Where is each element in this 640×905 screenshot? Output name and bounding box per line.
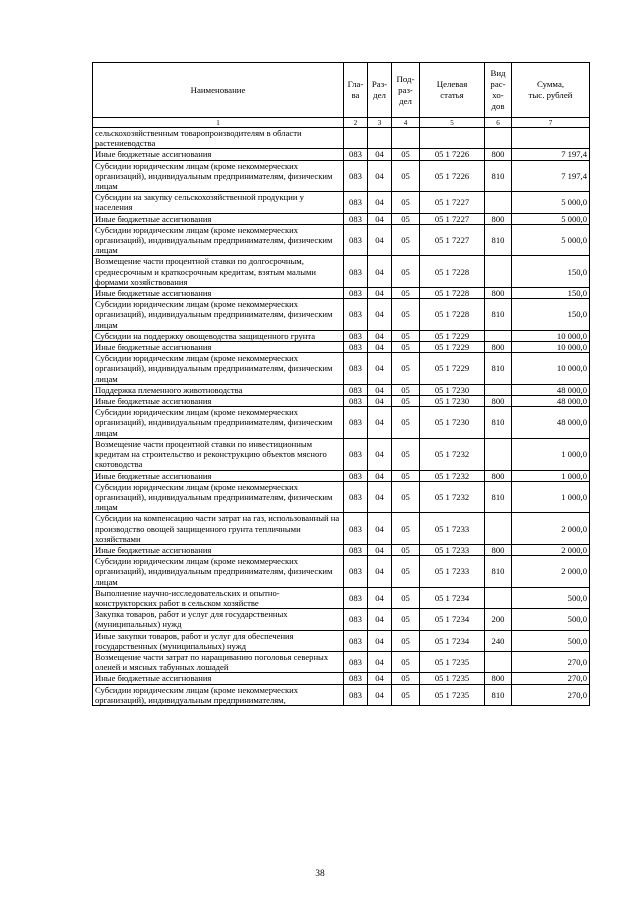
table-row <box>93 556 590 588</box>
row-glava: 083 <box>344 481 368 513</box>
row-podrazdel: 05 <box>392 513 420 545</box>
row-razdel: 04 <box>368 438 392 470</box>
row-podrazdel: 05 <box>392 160 420 192</box>
row-glava <box>344 128 368 149</box>
row-razdel: 04 <box>368 481 392 513</box>
row-target-article: 05 1 7235 <box>420 651 485 672</box>
row-glava: 083 <box>344 149 368 160</box>
row-sum: 150,0 <box>512 288 590 299</box>
row-sum: 5 000,0 <box>512 192 590 213</box>
row-expense-type <box>485 513 512 545</box>
row-name: Субсидии на компенсацию части затрат на газ, использованный на производство овощей защищенного грунта тепличными хозяйствами <box>93 513 344 545</box>
row-name: Субсидии на поддержку овощеводства защищенного грунта <box>93 330 344 341</box>
page-number: 38 <box>315 869 325 879</box>
row-razdel: 04 <box>368 609 392 630</box>
row-glava: 083 <box>344 556 368 588</box>
row-glava: 083 <box>344 342 368 353</box>
row-name: Субсидии юридическим лицам (кроме некоммерческих организаций), индивидуальным предпринимателям, физическим лицам <box>93 160 344 192</box>
row-sum: 48 000,0 <box>512 407 590 439</box>
table-row <box>93 396 590 407</box>
table-row <box>93 213 590 224</box>
row-sum: 10 000,0 <box>512 342 590 353</box>
row-glava: 083 <box>344 299 368 331</box>
row-name: Иные бюджетные ассигнования <box>93 149 344 160</box>
row-expense-type: 810 <box>485 299 512 331</box>
row-sum: 270,0 <box>512 673 590 684</box>
row-target-article: 05 1 7233 <box>420 544 485 555</box>
row-target-article <box>420 128 485 149</box>
row-razdel: 04 <box>368 256 392 288</box>
row-target-article: 05 1 7230 <box>420 396 485 407</box>
row-podrazdel: 05 <box>392 299 420 331</box>
table-row <box>93 438 590 470</box>
row-podrazdel: 05 <box>392 684 420 705</box>
row-target-article: 05 1 7227 <box>420 213 485 224</box>
row-sum: 150,0 <box>512 256 590 288</box>
row-razdel: 04 <box>368 684 392 705</box>
table-row <box>93 384 590 395</box>
row-sum: 48 000,0 <box>512 384 590 395</box>
row-name: Иные бюджетные ассигнования <box>93 470 344 481</box>
row-name: Иные бюджетные ассигнования <box>93 544 344 555</box>
row-razdel: 04 <box>368 224 392 256</box>
row-podrazdel: 05 <box>392 609 420 630</box>
row-name: Субсидии юридическим лицам (кроме некоммерческих организаций), индивидуальным предпринимателям, физическим лицам <box>93 556 344 588</box>
table-row <box>93 342 590 353</box>
row-razdel: 04 <box>368 330 392 341</box>
row-name: сельскохозяйственным товаропроизводителям в области растениеводства <box>93 128 344 149</box>
row-name: Субсидии юридическим лицам (кроме некоммерческих организаций), индивидуальным предпринимателям, физическим лицам <box>93 224 344 256</box>
row-name: Иные бюджетные ассигнования <box>93 396 344 407</box>
row-glava: 083 <box>344 544 368 555</box>
row-expense-type <box>485 438 512 470</box>
row-razdel: 04 <box>368 288 392 299</box>
column-number: 4 <box>392 118 420 128</box>
row-podrazdel: 05 <box>392 256 420 288</box>
row-razdel: 04 <box>368 556 392 588</box>
row-podrazdel: 05 <box>392 407 420 439</box>
row-sum: 500,0 <box>512 587 590 608</box>
row-glava: 083 <box>344 192 368 213</box>
row-sum: 10 000,0 <box>512 353 590 385</box>
header-glava: Гла- ва <box>344 63 368 118</box>
row-podrazdel: 05 <box>392 149 420 160</box>
row-expense-type: 800 <box>485 213 512 224</box>
row-sum: 7 197,4 <box>512 160 590 192</box>
table-row <box>93 224 590 256</box>
row-razdel: 04 <box>368 407 392 439</box>
table-row <box>93 630 590 651</box>
row-razdel: 04 <box>368 192 392 213</box>
row-expense-type <box>485 384 512 395</box>
table-row <box>93 673 590 684</box>
row-sum: 270,0 <box>512 684 590 705</box>
row-target-article: 05 1 7235 <box>420 673 485 684</box>
row-glava: 083 <box>344 630 368 651</box>
row-target-article: 05 1 7229 <box>420 342 485 353</box>
row-glava: 083 <box>344 384 368 395</box>
row-name: Субсидии юридическим лицам (кроме некоммерческих организаций), индивидуальным предпринимателям, физическим лицам <box>93 353 344 385</box>
row-expense-type <box>485 256 512 288</box>
row-target-article: 05 1 7235 <box>420 684 485 705</box>
row-razdel: 04 <box>368 513 392 545</box>
row-podrazdel: 05 <box>392 587 420 608</box>
row-expense-type <box>485 330 512 341</box>
row-sum: 5 000,0 <box>512 213 590 224</box>
header-name: Наименование <box>93 63 344 118</box>
row-glava: 083 <box>344 651 368 672</box>
row-razdel: 04 <box>368 651 392 672</box>
row-glava: 083 <box>344 288 368 299</box>
row-name: Иные бюджетные ассигнования <box>93 288 344 299</box>
table-row <box>93 353 590 385</box>
column-number: 7 <box>512 118 590 128</box>
column-number: 3 <box>368 118 392 128</box>
row-expense-type: 800 <box>485 544 512 555</box>
table-row <box>93 128 590 149</box>
row-target-article: 05 1 7227 <box>420 192 485 213</box>
row-sum: 500,0 <box>512 630 590 651</box>
row-name: Возмещение части затрат по наращиванию поголовья северных оленей и мясных табунных лошадей <box>93 651 344 672</box>
row-podrazdel: 05 <box>392 470 420 481</box>
row-glava: 083 <box>344 407 368 439</box>
row-name: Возмещение части процентной ставки по долгосрочным, среднесрочным и краткосрочным кредитам, взятым малыми формами хозяйствования <box>93 256 344 288</box>
table-row <box>93 149 590 160</box>
table-row <box>93 609 590 630</box>
row-podrazdel: 05 <box>392 556 420 588</box>
row-razdel: 04 <box>368 160 392 192</box>
row-sum <box>512 128 590 149</box>
row-target-article: 05 1 7234 <box>420 609 485 630</box>
row-target-article: 05 1 7226 <box>420 149 485 160</box>
row-sum: 500,0 <box>512 609 590 630</box>
budget-table-container <box>92 62 589 706</box>
row-expense-type <box>485 651 512 672</box>
row-sum: 10 000,0 <box>512 330 590 341</box>
row-podrazdel: 05 <box>392 288 420 299</box>
row-razdel: 04 <box>368 587 392 608</box>
table-row <box>93 651 590 672</box>
row-sum: 2 000,0 <box>512 513 590 545</box>
row-target-article: 05 1 7230 <box>420 407 485 439</box>
row-target-article: 05 1 7226 <box>420 160 485 192</box>
row-name: Возмещение части процентной ставки по инвестиционным кредитам на строительство и реконструкцию объектов мясного скотоводства <box>93 438 344 470</box>
row-podrazdel: 05 <box>392 544 420 555</box>
header-expense-type: Вид рас- хо- дов <box>485 63 512 118</box>
row-target-article: 05 1 7233 <box>420 513 485 545</box>
table-header-row <box>93 63 590 118</box>
row-glava: 083 <box>344 353 368 385</box>
row-name: Субсидии юридическим лицам (кроме некоммерческих организаций), индивидуальным предпринимателям, физическим лицам <box>93 407 344 439</box>
row-expense-type: 800 <box>485 149 512 160</box>
row-target-article: 05 1 7228 <box>420 256 485 288</box>
row-razdel: 04 <box>368 353 392 385</box>
row-podrazdel: 05 <box>392 438 420 470</box>
table-row <box>93 544 590 555</box>
row-glava: 083 <box>344 396 368 407</box>
row-razdel: 04 <box>368 630 392 651</box>
row-name: Иные бюджетные ассигнования <box>93 673 344 684</box>
table-row <box>93 481 590 513</box>
column-number: 2 <box>344 118 368 128</box>
row-name: Выполнение научно-исследовательских и опытно-конструкторских работ в сельском хозяйстве <box>93 587 344 608</box>
row-target-article: 05 1 7233 <box>420 556 485 588</box>
row-podrazdel: 05 <box>392 384 420 395</box>
table-row <box>93 470 590 481</box>
row-razdel <box>368 128 392 149</box>
row-expense-type: 810 <box>485 556 512 588</box>
row-glava: 083 <box>344 470 368 481</box>
row-sum: 7 197,4 <box>512 149 590 160</box>
row-name: Поддержка племенного животноводства <box>93 384 344 395</box>
column-number: 5 <box>420 118 485 128</box>
row-glava: 083 <box>344 684 368 705</box>
row-sum: 2 000,0 <box>512 556 590 588</box>
row-target-article: 05 1 7232 <box>420 481 485 513</box>
row-expense-type <box>485 192 512 213</box>
row-expense-type: 810 <box>485 684 512 705</box>
header-podrazdel: Под- раз- дел <box>392 63 420 118</box>
table-row <box>93 684 590 705</box>
table-row <box>93 330 590 341</box>
table-row <box>93 513 590 545</box>
row-sum: 270,0 <box>512 651 590 672</box>
row-podrazdel: 05 <box>392 192 420 213</box>
row-expense-type: 800 <box>485 470 512 481</box>
row-podrazdel: 05 <box>392 481 420 513</box>
row-glava: 083 <box>344 673 368 684</box>
row-expense-type: 800 <box>485 673 512 684</box>
row-glava: 083 <box>344 256 368 288</box>
table-body <box>93 128 590 706</box>
row-name: Субсидии юридическим лицам (кроме некоммерческих организаций), индивидуальным предпринимателям, физическим лицам <box>93 299 344 331</box>
row-name: Иные бюджетные ассигнования <box>93 213 344 224</box>
row-razdel: 04 <box>368 342 392 353</box>
row-podrazdel: 05 <box>392 213 420 224</box>
row-podrazdel: 05 <box>392 330 420 341</box>
row-target-article: 05 1 7232 <box>420 438 485 470</box>
row-razdel: 04 <box>368 544 392 555</box>
row-expense-type: 240 <box>485 630 512 651</box>
column-number: 6 <box>485 118 512 128</box>
column-number: 1 <box>93 118 344 128</box>
row-glava: 083 <box>344 609 368 630</box>
row-sum: 48 000,0 <box>512 396 590 407</box>
row-razdel: 04 <box>368 396 392 407</box>
row-target-article: 05 1 7232 <box>420 470 485 481</box>
row-target-article: 05 1 7234 <box>420 630 485 651</box>
row-expense-type: 810 <box>485 481 512 513</box>
row-sum: 1 000,0 <box>512 438 590 470</box>
table-row <box>93 299 590 331</box>
row-podrazdel: 05 <box>392 673 420 684</box>
row-razdel: 04 <box>368 213 392 224</box>
row-sum: 5 000,0 <box>512 224 590 256</box>
header-sum: Сумма, тыс. рублей <box>512 63 590 118</box>
table-row <box>93 407 590 439</box>
row-name: Субсидии юридическим лицам (кроме некоммерческих организаций), индивидуальным предпринимателям, физическим лицам <box>93 481 344 513</box>
row-expense-type: 800 <box>485 342 512 353</box>
row-expense-type: 810 <box>485 353 512 385</box>
row-sum: 1 000,0 <box>512 470 590 481</box>
row-name: Субсидии на закупку сельскохозяйственной продукции у населения <box>93 192 344 213</box>
table-row <box>93 192 590 213</box>
row-expense-type: 800 <box>485 288 512 299</box>
row-razdel: 04 <box>368 673 392 684</box>
row-expense-type: 810 <box>485 407 512 439</box>
row-expense-type: 810 <box>485 160 512 192</box>
row-glava: 083 <box>344 330 368 341</box>
row-glava: 083 <box>344 587 368 608</box>
header-razdel: Раз- дел <box>368 63 392 118</box>
row-glava: 083 <box>344 513 368 545</box>
row-podrazdel: 05 <box>392 396 420 407</box>
row-razdel: 04 <box>368 384 392 395</box>
budget-table <box>92 62 590 706</box>
row-target-article: 05 1 7228 <box>420 288 485 299</box>
header-target-article: Целевая статья <box>420 63 485 118</box>
row-sum: 150,0 <box>512 299 590 331</box>
row-expense-type <box>485 587 512 608</box>
row-name: Закупка товаров, работ и услуг для государственных (муниципальных) нужд <box>93 609 344 630</box>
row-podrazdel: 05 <box>392 630 420 651</box>
column-number-row <box>93 118 590 128</box>
row-podrazdel: 05 <box>392 353 420 385</box>
row-sum: 1 000,0 <box>512 481 590 513</box>
row-target-article: 05 1 7228 <box>420 299 485 331</box>
row-name: Иные закупки товаров, работ и услуг для обеспечения государственных (муниципальных) нужд <box>93 630 344 651</box>
row-target-article: 05 1 7234 <box>420 587 485 608</box>
table-row <box>93 288 590 299</box>
row-razdel: 04 <box>368 299 392 331</box>
row-target-article: 05 1 7229 <box>420 353 485 385</box>
row-target-article: 05 1 7229 <box>420 330 485 341</box>
row-podrazdel: 05 <box>392 651 420 672</box>
row-glava: 083 <box>344 224 368 256</box>
row-name: Субсидии юридическим лицам (кроме некоммерческих организаций), индивидуальным предпринимателям, <box>93 684 344 705</box>
table-row <box>93 587 590 608</box>
row-sum: 2 000,0 <box>512 544 590 555</box>
row-razdel: 04 <box>368 149 392 160</box>
row-target-article: 05 1 7227 <box>420 224 485 256</box>
row-razdel: 04 <box>368 470 392 481</box>
row-glava: 083 <box>344 160 368 192</box>
row-expense-type: 200 <box>485 609 512 630</box>
row-target-article: 05 1 7230 <box>420 384 485 395</box>
row-glava: 083 <box>344 213 368 224</box>
row-podrazdel: 05 <box>392 342 420 353</box>
row-podrazdel: 05 <box>392 224 420 256</box>
row-name: Иные бюджетные ассигнования <box>93 342 344 353</box>
row-expense-type: 800 <box>485 396 512 407</box>
row-expense-type <box>485 128 512 149</box>
table-row <box>93 256 590 288</box>
table-row <box>93 160 590 192</box>
row-podrazdel <box>392 128 420 149</box>
row-glava: 083 <box>344 438 368 470</box>
row-expense-type: 810 <box>485 224 512 256</box>
